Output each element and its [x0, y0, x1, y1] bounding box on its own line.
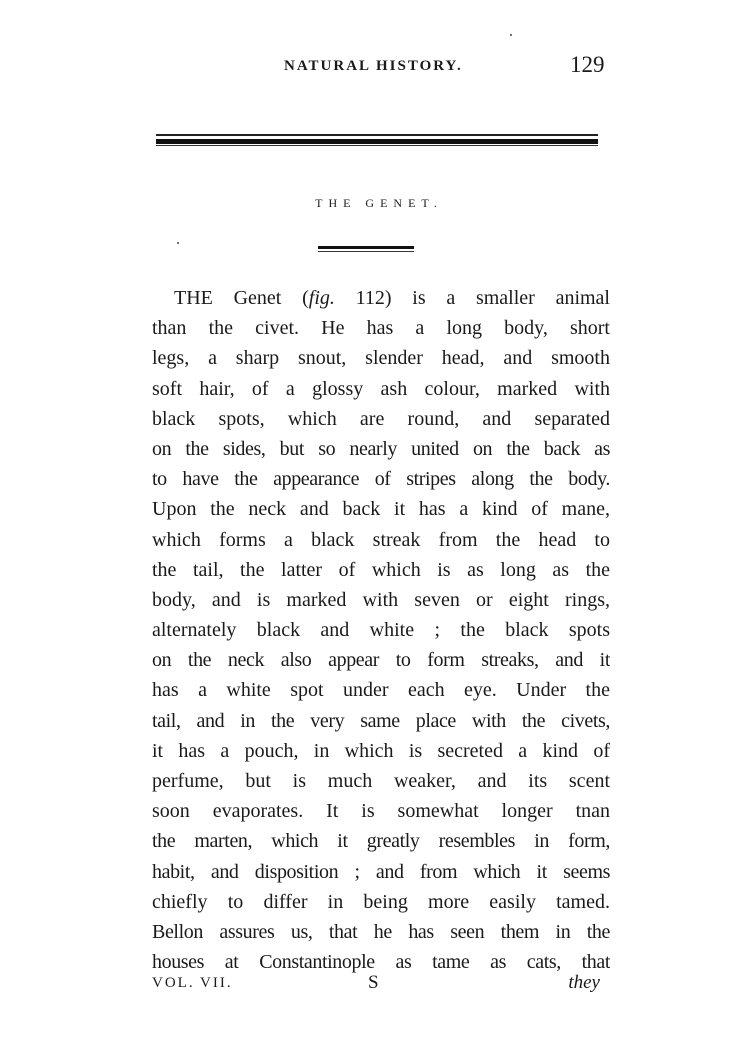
- text-line: tail, and in the very same place with the civets,: [152, 709, 610, 732]
- text-line: soft hair, of a glossy ash colour, marked with: [152, 377, 610, 400]
- catchword: they: [568, 972, 600, 993]
- text-line: than the civet. He has a long body, short: [152, 317, 610, 340]
- header-rule: [156, 134, 598, 148]
- page-number: 129: [570, 52, 605, 77]
- fig-abbrev: fig.: [308, 287, 335, 309]
- text-line: which forms a black streak from the head to: [152, 528, 610, 551]
- volume-mark: VOL. VII.: [152, 975, 233, 991]
- signature-mark: S: [368, 972, 379, 993]
- running-head: NATURAL HISTORY.: [284, 58, 463, 74]
- text-line: the tail, the latter of which is as long as the: [152, 558, 610, 581]
- text-line: Upon the neck and back it has a kind of mane,: [152, 498, 610, 521]
- text-line: legs, a sharp snout, slender head, and smooth: [152, 347, 610, 370]
- text-line: THE Genet (fig. 112) is a smaller animal: [174, 287, 610, 309]
- text-line: body, and is marked with seven or eight rings,: [152, 588, 610, 611]
- text-line: alternately black and white ; the black spots: [152, 619, 610, 642]
- ink-speck: [177, 242, 179, 244]
- text-line: chiefly to differ in being more easily tamed.: [152, 890, 610, 913]
- text-line: soon evaporates. It is somewhat longer tnan: [152, 800, 610, 823]
- section-title: THE GENET.: [315, 196, 443, 210]
- text-line: Bellon assures us, that he has seen them in the: [152, 920, 610, 943]
- text-line: perfume, but is much weaker, and its scent: [152, 770, 610, 792]
- text-line: habit, and disposition ; and from which it seems: [152, 860, 610, 883]
- text-line: it has a pouch, in which is secreted a kind of: [152, 739, 610, 762]
- text-line: houses at Constantinople as tame as cats, that: [152, 951, 610, 974]
- page-footer: [152, 972, 600, 998]
- text-line: the marten, which it greatly resembles in form,: [152, 830, 610, 853]
- text-line: on the neck also appear to form streaks, and it: [152, 649, 610, 672]
- text-line: black spots, which are round, and separated: [152, 407, 610, 430]
- body-text: [152, 283, 610, 977]
- text-line: has a white spot under each eye. Under the: [152, 679, 610, 702]
- text-line: to have the appearance of stripes along the body.: [152, 468, 610, 491]
- ink-speck: [510, 34, 512, 36]
- text-line: on the sides, but so nearly united on the back as: [152, 437, 610, 460]
- title-rule: [318, 246, 414, 253]
